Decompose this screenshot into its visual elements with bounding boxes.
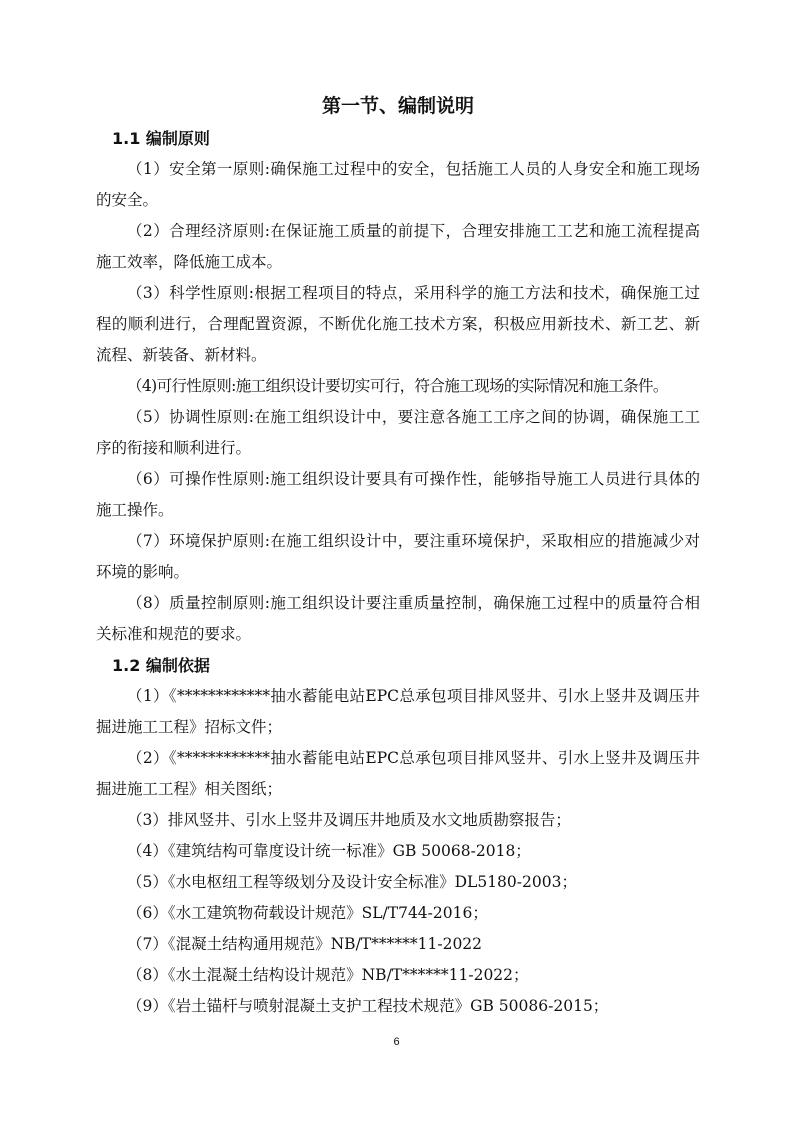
reference-item: （9）《岩土锚杆与喷射混凝土支护工程技术规范》GB 50086-2015；: [127, 997, 609, 1015]
paragraph: （2）合理经济原则:在保证施工质量的前提下，合理安排施工工艺和施工流程提高施工效率，降低施工成本。: [96, 222, 700, 271]
reference-item: （6）《水工建筑物荷载设计规范》SL/T744-2016；: [127, 904, 488, 922]
section-title: 第一节、编制说明: [321, 95, 474, 117]
heading-basis: 1.2 编制依据: [112, 656, 210, 675]
paragraph: （8）质量控制原则:施工组织设计要注重质量控制，确保施工过程中的质量符合相关标准和规范的要求。: [96, 594, 700, 643]
paragraph: （5）协调性原则:在施工组织设计中，要注意各施工工序之间的协调，确保施工工序的衔接和顺利进行。: [96, 408, 700, 457]
reference-item: （2）《************抽水蓄能电站EPC总承包项目排风竖井、引水上竖井及调压井掘进施工工程》相关图纸；: [96, 749, 700, 798]
reference-item: （1）《************抽水蓄能电站EPC总承包项目排风竖井、引水上竖井及调压井掘进施工工程》招标文件；: [96, 687, 700, 736]
reference-item: （5）《水电枢纽工程等级划分及设计安全标准》DL5180-2003；: [127, 873, 577, 891]
reference-item: （8）《水土混凝土结构设计规范》NB/T******11-2022；: [127, 966, 529, 984]
heading-principles: 1.1 编制原则: [112, 129, 210, 148]
paragraph: （3）科学性原则:根据工程项目的特点，采用科学的施工方法和技术，确保施工过程的顺利进行，合理配置资源，不断优化施工技术方案，积极应用新技术、新工艺、新流程、新装备、新材料。: [96, 284, 700, 364]
page-number: 6: [393, 1036, 400, 1048]
reference-item: （3）排风竖井、引水上竖井及调压井地质及水文地质勘察报告；: [127, 811, 571, 829]
reference-item: （4）《建筑结构可靠度设计统一标准》GB 50068-2018；: [127, 842, 531, 860]
paragraph: （1）安全第一原则:确保施工过程中的安全，包括施工人员的人身安全和施工现场的安全。: [96, 160, 700, 209]
paragraph: （7）环境保护原则:在施工组织设计中，要注重环境保护，采取相应的措施减少对环境的影响。: [96, 532, 700, 581]
paragraph: （6）可操作性原则:施工组织设计要具有可操作性，能够指导施工人员进行具体的施工操作。: [96, 470, 700, 519]
document-page: [96, 89, 700, 1022]
paragraph: （4)可行性原则:施工组织设计要切实可行，符合施工现场的实际情况和施工条件。: [127, 377, 668, 395]
reference-item: （7）《混凝土结构通用规范》NB/T******11-2022: [127, 935, 483, 953]
